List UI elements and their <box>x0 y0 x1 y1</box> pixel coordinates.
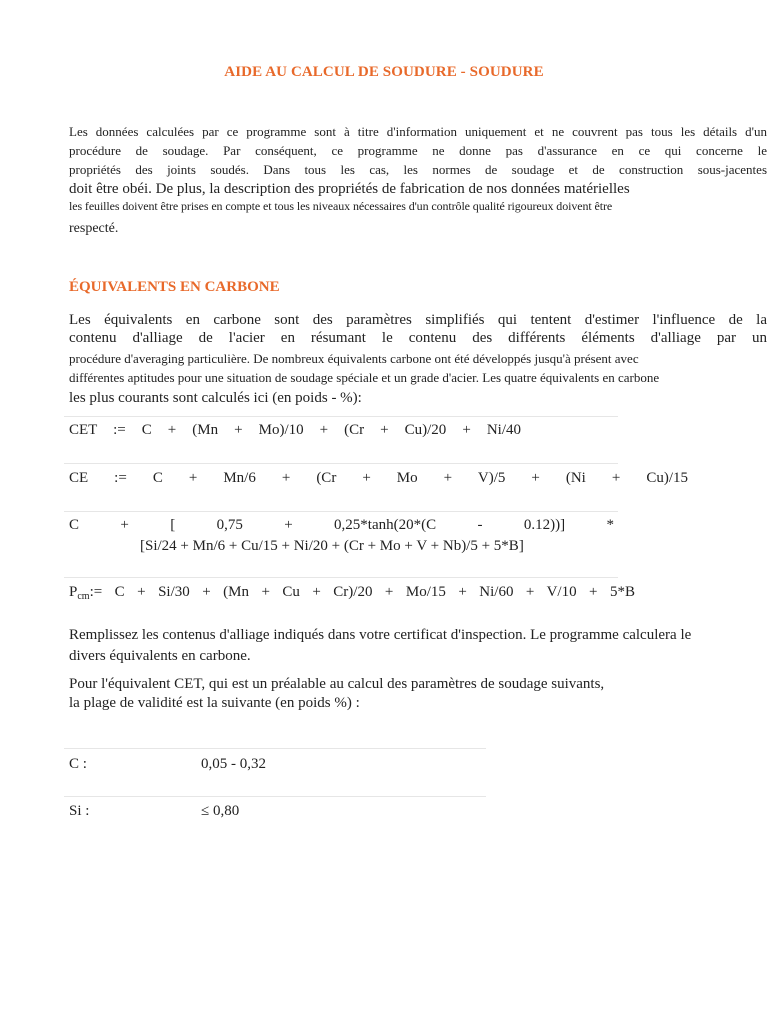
section-heading: ÉQUIVALENTS EN CARBONE <box>69 279 280 295</box>
section-line-4: différentes aptitudes pour une situation de soudage spéciale et un grade d'acier. Les quatre équivalents en carbone <box>69 370 660 385</box>
formula-pcm <box>69 584 635 602</box>
validity-line-2: la plage de validité est la suivante (en poids %) : <box>69 695 360 711</box>
formula-ce: CE := C + Mn/6 + (Cr + Mo + V)/5 + (Ni + Cu)/15 <box>69 470 688 486</box>
pcm-subscript: cm <box>77 591 90 602</box>
divider <box>64 416 618 417</box>
formula-cet: CET := C + (Mn + Mo)/10 + (Cr + Cu)/20 + Ni/40 <box>69 422 521 438</box>
section-line-1: Les équivalents en carbone sont des paramètres simplifiés qui tentent d'estimer l'influence de la <box>69 312 767 328</box>
intro-line-1: Les données calculées par ce programme sont à titre d'information uniquement et ne couvrent pas tous les détails d'un <box>69 124 767 139</box>
validity-label-c: C : <box>69 756 87 772</box>
fill-paragraph <box>69 625 767 667</box>
validity-paragraph <box>69 675 767 713</box>
intro-line-4: doit être obéi. De plus, la description des propriétés de fabrication de nos données matérielles <box>69 181 630 197</box>
formula-c-line-1: C + [ 0,75 + 0,25*tanh(20*(C - 0.12))] * <box>69 517 614 533</box>
pcm-rest: := C + Si/30 + (Mn + Cu + Cr)/20 + Mo/15 + Ni/60 + V/10 + 5*B <box>89 584 635 600</box>
pcm-p: P <box>69 584 78 600</box>
formula-c-line-2: [Si/24 + Mn/6 + Cu/15 + Ni/20 + (Cr + Mo + V + Nb)/5 + 5*B] <box>140 538 524 554</box>
section-line-3: procédure d'averaging particulière. De nombreux équivalents carbone ont été développés jusqu'à présent avec <box>69 351 639 366</box>
divider <box>64 796 486 797</box>
page-title: AIDE AU CALCUL DE SOUDURE - SOUDURE <box>224 64 544 80</box>
intro-paragraph <box>69 122 767 179</box>
intro-line-3: propriétés des joints soudés. Dans tous les cas, les normes de soudage et de construction sous-jacentes <box>69 162 767 177</box>
validity-value-si: ≤ 0,80 <box>201 803 240 819</box>
fill-line-1: Remplissez les contenus d'alliage indiqués dans votre certificat d'inspection. Le programme calculera le <box>69 627 692 643</box>
divider <box>64 748 486 749</box>
divider <box>64 577 618 578</box>
intro-line-6: respecté. <box>69 221 119 236</box>
validity-value-c: 0,05 - 0,32 <box>201 756 266 772</box>
intro-line-2: procédure de soudage. Par conséquent, ce programme ne donne pas d'assurance en ce qui concerne le <box>69 143 767 158</box>
divider <box>64 463 618 464</box>
validity-line-1: Pour l'équivalent CET, qui est un préalable au calcul des paramètres de soudage suivants, <box>69 676 605 692</box>
fill-line-2: divers équivalents en carbone. <box>69 648 251 664</box>
section-line-2: contenu d'alliage de l'acier en résumant le contenu des différents éléments d'alliage par un <box>69 330 767 346</box>
section-line-5: les plus courants sont calculés ici (en poids - %): <box>69 390 362 406</box>
divider <box>64 511 618 512</box>
intro-line-5: les feuilles doivent être prises en compte et tous les niveaux nécessaires d'un contrôle qualité rigoureux doivent être <box>69 199 613 213</box>
validity-label-si: Si : <box>69 803 90 819</box>
section-paragraph <box>69 311 767 347</box>
